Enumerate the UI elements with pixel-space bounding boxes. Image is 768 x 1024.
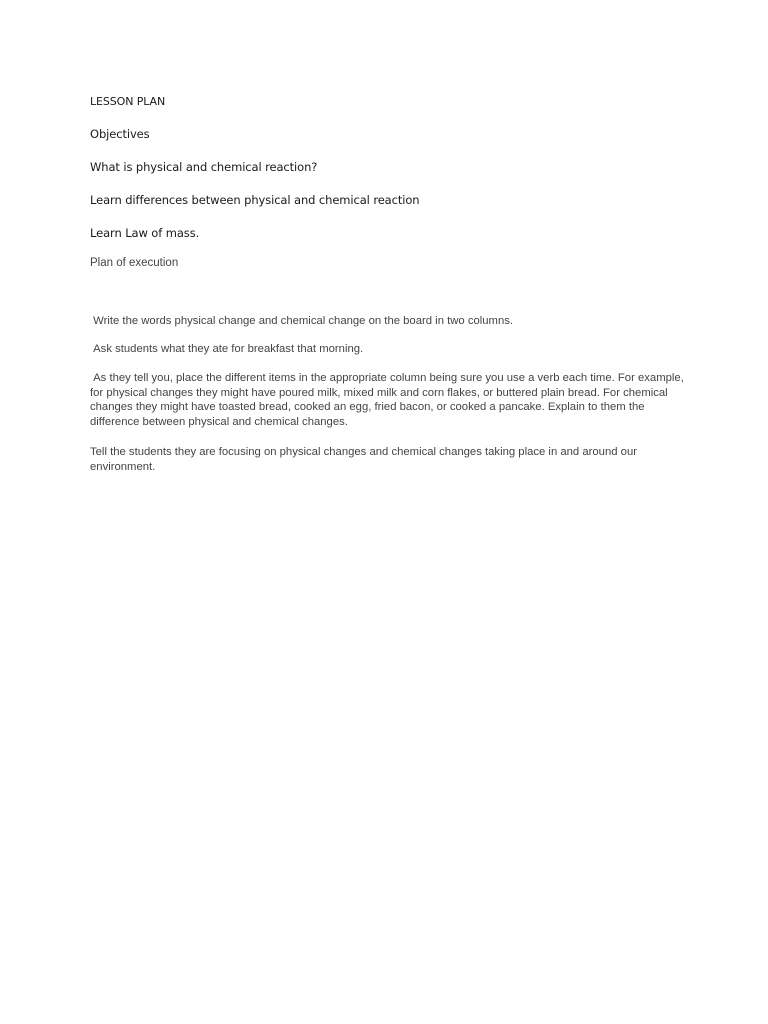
- objective-item-1: What is physical and chemical reaction?: [90, 160, 318, 174]
- paragraph-3: As they tell you, place the different items in the appropriate column being sure you use a verb each time. For example, for physical changes they might have poured milk, mixed milk and corn flakes, or buttered plain bread. For chemical changes they might have toasted bread, cooked an egg, fried bacon, or cooked a pancake. Explain to them the difference between physical and chemical changes.: [90, 372, 687, 429]
- objective-item-3: Learn Law of mass.: [90, 226, 200, 240]
- paragraph-2: Ask students what they ate for breakfast that morning.: [90, 343, 364, 355]
- document-title: LESSON PLAN: [90, 95, 166, 108]
- plan-heading: Plan of execution: [90, 257, 179, 269]
- objectives-heading: Objectives: [90, 127, 150, 141]
- paragraph-4: Tell the students they are focusing on physical changes and chemical changes taking place in and around our environment.: [90, 446, 641, 473]
- objective-item-2: Learn differences between physical and chemical reaction: [90, 193, 420, 207]
- paragraph-1: Write the words physical change and chemical change on the board in two columns.: [90, 315, 514, 327]
